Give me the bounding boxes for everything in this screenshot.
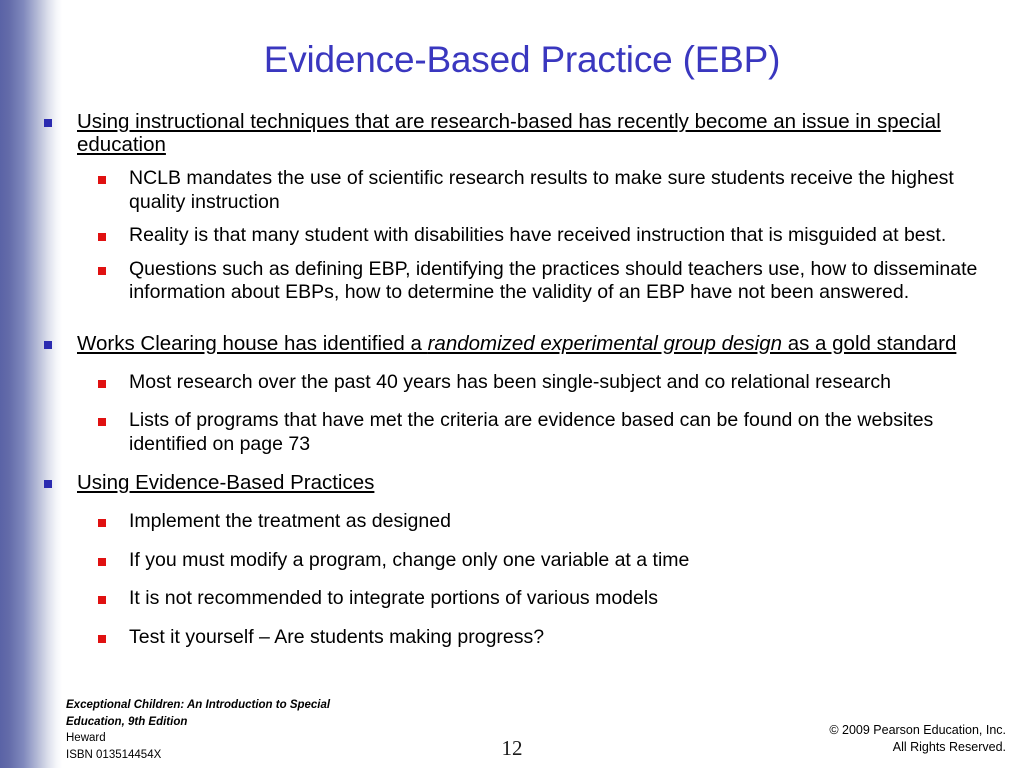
spacer bbox=[0, 573, 1024, 587]
spacer bbox=[0, 357, 1024, 371]
bullet-level1-label bbox=[77, 332, 994, 355]
square-bullet-icon bbox=[98, 519, 106, 527]
spacer bbox=[0, 612, 1024, 626]
page-number: 12 bbox=[501, 736, 523, 760]
bullet-level2 bbox=[0, 626, 1024, 650]
square-bullet-icon bbox=[98, 233, 106, 241]
spacer bbox=[0, 535, 1024, 549]
bullet-level2-label: Lists of programs that have met the criteria are evidence based can be found on the websites identified on page 73 bbox=[129, 409, 934, 455]
bullet-text-emphasis: randomized experimental group design bbox=[427, 331, 782, 355]
square-bullet-icon bbox=[98, 596, 106, 604]
square-bullet-icon bbox=[98, 635, 106, 643]
spacer bbox=[0, 496, 1024, 510]
bullet-text-part: as a gold standard bbox=[782, 331, 957, 355]
bullet-level2-label: Most research over the past 40 years has been single-subject and co relational research bbox=[129, 370, 892, 393]
slide-body bbox=[0, 110, 1024, 650]
bullet-level2 bbox=[0, 409, 1024, 456]
footer-isbn: ISBN 013514454X bbox=[66, 748, 162, 761]
bullet-level1 bbox=[0, 471, 1024, 494]
bullet-level2 bbox=[0, 167, 1024, 214]
copyright-line2: All Rights Reserved. bbox=[892, 739, 1006, 754]
footer-author: Heward bbox=[66, 732, 106, 744]
spacer bbox=[0, 158, 1024, 167]
bullet-level2 bbox=[0, 549, 1024, 573]
spacer bbox=[0, 215, 1024, 224]
square-bullet-icon bbox=[98, 176, 106, 184]
page-title: Evidence-Based Practice (EBP) bbox=[263, 39, 781, 80]
bullet-level2-label: Questions such as defining EBP, identifying the practices should teachers use, how to disseminate information about EBPs, how to determine the validity of an EBP have not been answered. bbox=[129, 257, 978, 303]
bullet-level1-label: Using instructional techniques that are research-based has recently become an issue in special education bbox=[77, 110, 941, 156]
bullet-level2-label: It is not recommended to integrate portions of various models bbox=[129, 587, 658, 609]
spacer bbox=[0, 395, 1024, 409]
square-bullet-icon bbox=[44, 480, 52, 488]
bullet-level2-label: Implement the treatment as designed bbox=[129, 510, 451, 532]
bullet-level2 bbox=[0, 371, 1024, 395]
bullet-level2-label: NCLB mandates the use of scientific research results to make sure students receive the highest quality instruction bbox=[129, 167, 954, 213]
footer-book-title-line1: Exceptional Children: An Introduction to Special bbox=[66, 699, 331, 711]
spacer bbox=[0, 457, 1024, 471]
bullet-level2 bbox=[0, 258, 1024, 305]
square-bullet-icon bbox=[98, 558, 106, 566]
bullet-level1-label: Using Evidence-Based Practices bbox=[77, 471, 375, 494]
bullet-level2-label: Test it yourself – Are students making progress? bbox=[129, 625, 545, 648]
spacer bbox=[0, 306, 1024, 332]
bullet-level2 bbox=[0, 587, 1024, 611]
bullet-level1 bbox=[0, 110, 1024, 156]
bullet-level1 bbox=[0, 332, 1024, 355]
bullet-level2-label: If you must modify a program, change only one variable at a time bbox=[129, 548, 690, 571]
square-bullet-icon bbox=[44, 119, 52, 127]
square-bullet-icon bbox=[98, 267, 106, 275]
footer-book-title-line2: Education, 9th Edition bbox=[66, 715, 188, 728]
bullet-text-part: Works Clearing house has identified a bbox=[77, 331, 428, 355]
square-bullet-icon bbox=[98, 418, 106, 426]
spacer bbox=[0, 249, 1024, 258]
copyright-line1: © 2009 Pearson Education, Inc. bbox=[829, 723, 1006, 737]
bullet-level2 bbox=[0, 510, 1024, 534]
bullet-level2-label: Reality is that many student with disabilities have received instruction that is misguided at best. bbox=[129, 224, 947, 246]
bullet-level2 bbox=[0, 224, 1024, 248]
square-bullet-icon bbox=[44, 341, 52, 349]
square-bullet-icon bbox=[98, 380, 106, 388]
